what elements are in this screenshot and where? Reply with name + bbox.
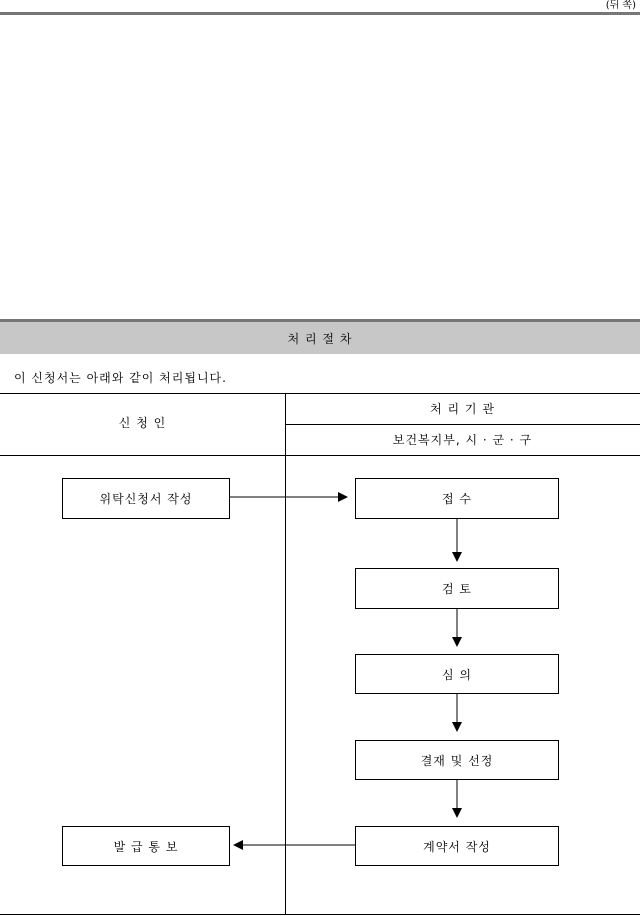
step-issue-notice: 발 급 통 보 bbox=[62, 826, 230, 866]
arrow-contract-to-notice bbox=[233, 840, 355, 850]
arrow-application-to-receipt bbox=[230, 492, 348, 502]
agency-header: 처 리 기 관 bbox=[430, 402, 495, 416]
step-deliberation: 심 의 bbox=[355, 654, 559, 694]
arrow-review-to-deliberation bbox=[452, 609, 462, 647]
page-side-label: (뒤 쪽) bbox=[605, 0, 636, 11]
step-application-writing: 위탁신청서 작성 bbox=[62, 478, 230, 519]
applicant-header: 신 청 인 bbox=[118, 416, 167, 430]
step-approval-selection: 결재 및 선정 bbox=[355, 740, 559, 780]
arrow-deliberation-to-approval bbox=[452, 694, 462, 732]
arrow-approval-to-contract bbox=[452, 780, 462, 818]
step-review: 검 토 bbox=[355, 568, 559, 609]
agency-name: 보건복지부, 시 · 군 · 구 bbox=[392, 433, 533, 447]
arrow-receipt-to-review bbox=[452, 519, 462, 562]
step-contract-writing: 계약서 작성 bbox=[355, 826, 559, 866]
step-receipt: 접 수 bbox=[355, 478, 559, 519]
intro-text: 이 신청서는 아래와 같이 처리됩니다. bbox=[14, 371, 227, 385]
section-title: 처 리 절 차 bbox=[287, 331, 353, 346]
